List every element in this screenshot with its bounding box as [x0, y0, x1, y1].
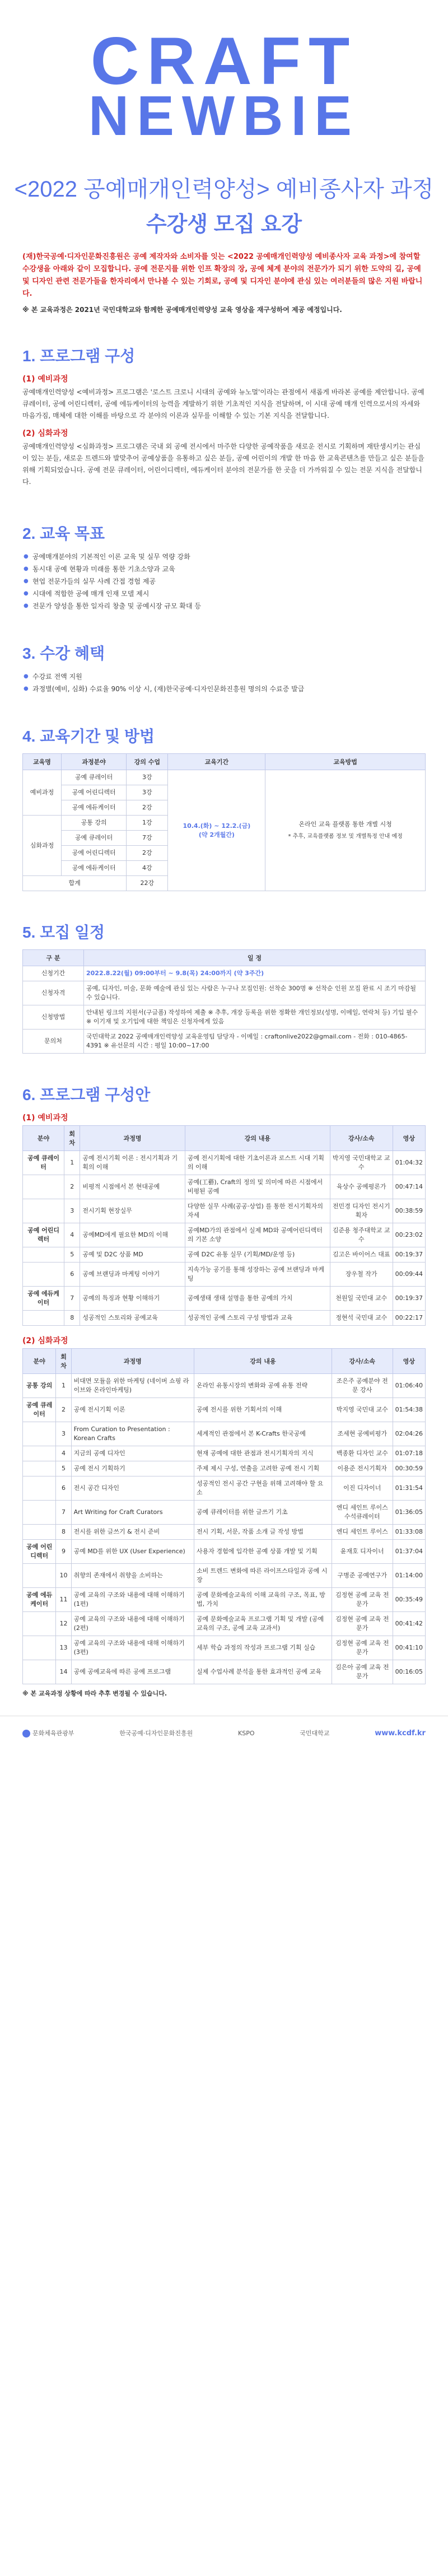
table-cell: 이용준 전시기획자 [332, 1461, 393, 1476]
table-cell: 13 [56, 1636, 71, 1660]
page-subtitle: 수강생 모집 요강 [146, 213, 302, 236]
table-cell: 조은주 공예분야 전문 강사 [332, 1374, 393, 1398]
table-header: 과정명 [71, 1349, 194, 1374]
table-cell: 세부 학습 과정의 작성과 프로그램 기획 실습 [194, 1636, 332, 1660]
table-cell: 지속가능 공기를 통해 성장하는 공예 브랜딩과 마케팅 [185, 1263, 330, 1287]
table-cell: 공예 전시기획 이론 : 전시기획과 기획의 이해 [80, 1151, 185, 1175]
list-item: ● 시대에 적합한 공예 매개 인재 모델 제시 [32, 588, 426, 600]
schedule-table [22, 949, 426, 1054]
table-row [23, 1311, 426, 1326]
table-cell: 공예 MD를 위한 UX (User Experience) [71, 1540, 194, 1564]
table-header: 교육기간 [168, 754, 265, 770]
page-title: <2022 공예매개인력양성> 예비종사자 과정 [14, 177, 434, 202]
table-cell [23, 1311, 64, 1326]
table-cell: 00:23:02 [393, 1223, 425, 1247]
table-cell: 김정현 공예 교육 전문가 [332, 1612, 393, 1636]
table-cell: 공예 D2C 유통 실무 (기획/MD/운영 등) [185, 1247, 330, 1263]
section-curriculum [0, 1058, 448, 1702]
table-header: 일 정 [84, 950, 426, 966]
table-cell: 01:04:32 [393, 1151, 425, 1175]
table-cell: 공예 교육의 구조와 내용에 대해 이해하기 (2편) [71, 1612, 194, 1636]
table-cell: 00:41:42 [393, 1612, 425, 1636]
table-cell: 00:22:17 [393, 1311, 425, 1326]
method-note: * 추후, 교육플랫폼 정보 및 개별특정 안내 예정 [288, 833, 403, 840]
table-cell: 8 [64, 1311, 80, 1326]
table-cell: 00:19:37 [393, 1287, 425, 1311]
table-header: 영상 [393, 1349, 425, 1374]
table-cell: 6 [64, 1263, 80, 1287]
site-url[interactable]: www.kcdf.kr [375, 1729, 426, 1737]
table-row [23, 1588, 426, 1612]
hero-banner [0, 0, 448, 151]
table-header: 강사/소속 [332, 1349, 393, 1374]
table-cell: 10 [56, 1564, 71, 1588]
table-cell: 공예 전시를 위한 기획서의 이해 [194, 1398, 332, 1422]
table-cell [23, 1564, 56, 1588]
body-text: 공예매개인력양성 <예비과정> 프로그램은 '로스트 크로니 시대의 공예와 뉴노멀'이라는 관점에서 새롭게 바라본 공예를 제안합니다. 공예 큐레이터, 공예 어린디렉터, 공예 에듀케이터의 능력을 계발하기 위한 기초적인 지식을 전달하며, 이 시대 공예 매개 인력으로서의 자세와 마음가짐, 매체에 대한 이해를 바탕으로 각 분야의 이론과 실무를 이해할 수 있는 기본 지식을 전달합니다. [22, 388, 424, 420]
table-cell: 김은아 공예 교육 전문가 [332, 1660, 393, 1684]
table-cell: 공예(工藝), Craft의 정의 및 의미에 따른 시점에서 비평된 공예 [185, 1175, 330, 1199]
table-cell: 00:38:59 [393, 1199, 425, 1223]
section-title: 1. 프로그램 구성 [22, 347, 136, 365]
table-cell: 4강 [127, 861, 168, 876]
list-item: ● 공예매개분야의 기본적인 이론 교육 및 실무 역량 강화 [32, 551, 426, 563]
table-row [23, 1525, 426, 1540]
intro-note: ※ 본 교육과정은 2021년 국민대학교와 함께한 공예매개인력양성 교육 영상을 재구성하여 제공 예정입니다. [22, 306, 342, 314]
table-cell: 사용자 경험에 입각한 공예 상품 개발 및 기획 [194, 1540, 332, 1564]
footer [0, 1716, 448, 1750]
table-cell: 박지영 국민대학교 교수 [330, 1151, 393, 1175]
list-item: ● 현업 전문가들의 실무 사례 간접 경험 제공 [32, 575, 426, 588]
sub-title: (2) 심화과정 [22, 1336, 68, 1345]
table-cell [23, 1175, 64, 1199]
table-cell: 구병준 공예연구가 [332, 1564, 393, 1588]
table-cell: 1 [56, 1374, 71, 1398]
table-row [23, 1501, 426, 1525]
table-row [23, 1540, 426, 1564]
list-item: ● 동시대 공예 현황과 미래를 통한 기초소양과 교육 [32, 563, 426, 575]
table-cell: 비평적 시점에서 본 현대공예 [80, 1175, 185, 1199]
table-cell: 예비과정 [23, 770, 62, 816]
table-header: 과정분야 [61, 754, 126, 770]
table-header: 분야 [23, 1126, 64, 1151]
table-cell: 신청방법 [23, 1005, 84, 1030]
table-cell: 공예 큐레이터 [23, 1151, 64, 1175]
section-schedule [0, 896, 448, 1058]
table-header: 강의 내용 [194, 1349, 332, 1374]
table-cell: 공예 문화예술교육 프로그램 기획 및 개발 (공예 교육의 구조, 공예 교육 교과서) [194, 1612, 332, 1636]
table-cell: 공예 큐레이터 [61, 831, 126, 846]
table-cell: 국민대학교 2022 공예매개인력양성 교육운영팀 담당자 - 이메일 : craftonlive2022@gmail.com - 전화 : 010-4865-4391 ※ 유선문의 시간 : 평일 10:00~17:00 [84, 1030, 426, 1054]
table-row [23, 966, 426, 981]
logo-newbie: NEWBIE [88, 85, 360, 147]
intro [0, 243, 448, 319]
table-header: 교육명 [23, 754, 62, 770]
sub-title: (1) 예비과정 [22, 375, 68, 384]
table-cell: 01:07:18 [393, 1446, 425, 1461]
table-row [23, 1660, 426, 1684]
table-row [23, 1223, 426, 1247]
table-cell: 00:35:49 [393, 1588, 425, 1612]
section-goals [0, 497, 448, 617]
table-row [23, 1636, 426, 1660]
table-header: 영상 [393, 1126, 425, 1151]
table-cell: 22강 [127, 876, 168, 891]
table-cell: 신청기간 [23, 966, 84, 981]
table-cell: 성공적인 전시 공간 구현을 위해 고려해야 할 요소 [194, 1476, 332, 1501]
section-title: 5. 모집 일정 [22, 924, 105, 941]
table-cell: 01:14:00 [393, 1564, 425, 1588]
section-program [0, 319, 448, 497]
table-cell: 전시를 위한 글쓰기 & 전시 준비 [71, 1525, 194, 1540]
table-cell: 주제 제시 구성, 연출을 고려한 공예 전시 기획 [194, 1461, 332, 1476]
table-cell: 공예 큐레이터를 위한 글쓰기 기초 [194, 1501, 332, 1525]
table-cell: 01:54:38 [393, 1398, 425, 1422]
table-row [23, 1374, 426, 1398]
table-cell: 소비 트렌드 변화에 따른 라이프스타일과 공예 시장 [194, 1564, 332, 1588]
org-kookmin: 국민대학교 [300, 1730, 330, 1737]
table-cell: 공예 브랜딩과 마케팅 이야기 [80, 1263, 185, 1287]
table-cell: 02:04:26 [393, 1422, 425, 1446]
table-row [23, 1030, 426, 1054]
goal-list [22, 551, 426, 612]
table-row [23, 1175, 426, 1199]
table-cell: 14 [56, 1660, 71, 1684]
method-cell [265, 770, 426, 891]
org-kcdf: 한국공예·디자인문화진흥원 [119, 1730, 193, 1737]
table-row [23, 1446, 426, 1461]
table-cell: 신청자격 [23, 981, 84, 1005]
table-cell: 안내된 링크의 지원서(구글폼) 작성하여 제출 ※ 추후, 개장 등록을 위한 정확한 개인정보(성명, 이메일, 연락처 등) 기입 필수 ※ 이기재 및 오기입에 대한 책임은 신청자에게 있음 [84, 1005, 426, 1030]
table-cell: 00:09:44 [393, 1263, 425, 1287]
table-cell: Art Writing for Craft Curators [71, 1501, 194, 1525]
table-cell: 3 [56, 1422, 71, 1446]
org-label: 문화체육관광부 [32, 1730, 74, 1737]
foot-note: ※ 본 교육과정 상황에 따라 추후 변경될 수 있습니다. [22, 1690, 167, 1697]
table-cell [23, 1199, 64, 1223]
table-cell: 문의처 [23, 1030, 84, 1054]
table-cell: 공예 문화예술교육의 이해 교육의 구조, 목표, 방법, 가치 [194, 1588, 332, 1612]
table-cell: 5 [64, 1247, 80, 1263]
table-cell: 00:16:05 [393, 1660, 425, 1684]
table-cell: 2022.8.22(월) 09:00부터 ~ 9.8(목) 24:00까지 (약 3주간) [84, 966, 426, 981]
body-text: 공예매개인력양성 <심화과정> 프로그램은 국내 외 공예 전시에서 마주한 다양한 공예작품을 새로운 전시로 기획하며 재탄생시키는 관심이 있는 분들, 새로운 트렌드와 발맞추어 공예상품을 유통하고 싶은 분들, 공예 어린이의 개발 한 마음 한 교육콘텐츠를 만들고 싶은 분들을 위해 기획되었습니다. 공예 전문 큐레이터, 어린이디렉터, 에듀케이터 분야의 전문가를 한 곳을 더 가까워질 수 있는 전문 지식을 전달합니다. [22, 442, 424, 486]
title-block [0, 151, 448, 243]
table-header: 회차 [64, 1126, 80, 1151]
table-cell: 공예 어린디렉터 [23, 1540, 56, 1564]
table-cell: 2강 [127, 846, 168, 861]
benefit-list [22, 670, 426, 695]
org-kspo: KSPO [238, 1729, 255, 1737]
table-cell: 지금의 공예 디자인 [71, 1446, 194, 1461]
table-cell: 전시 기획, 서문, 작품 소개 글 작성 방법 [194, 1525, 332, 1540]
table-cell: 엔디 세인트 루이스 수석큐레이터 [332, 1501, 393, 1525]
table-row [23, 1199, 426, 1223]
table-cell: 공예 큐레이터 [23, 1398, 56, 1422]
table-row [23, 1287, 426, 1311]
table-row [23, 1151, 426, 1175]
table-cell: 01:06:40 [393, 1374, 425, 1398]
advanced-course-table [22, 1348, 426, 1684]
table-cell [23, 1461, 56, 1476]
table-cell [23, 1525, 56, 1540]
table-header: 과정명 [80, 1126, 185, 1151]
table-cell: 12 [56, 1612, 71, 1636]
table-cell: 01:37:04 [393, 1540, 425, 1564]
table-row [23, 981, 426, 1005]
table-cell: 7강 [127, 831, 168, 846]
table-cell: 01:31:54 [393, 1476, 425, 1501]
table-row [23, 1247, 426, 1263]
section-period [0, 700, 448, 896]
table-cell: 성공적인 스토리와 공예교육 [80, 1311, 185, 1326]
period-value: 10.4.(화) ~ 12.2.(금) [183, 822, 251, 830]
section-benefits [0, 617, 448, 700]
table-cell: 천원일 국민대 교수 [330, 1287, 393, 1311]
method-value: 온라인 교육 플랫폼 통한 개별 시청 [298, 820, 392, 828]
table-cell: 세계적인 관점에서 본 K-Crafts 한국공예 [194, 1422, 332, 1446]
table-cell: 합계 [23, 876, 127, 891]
table-cell: 공예 전시기획 이론 [71, 1398, 194, 1422]
section-title: 3. 수강 혜택 [22, 645, 105, 662]
table-cell: 전민경 디자인 전시기획자 [330, 1199, 393, 1223]
table-cell: 공예 에듀케이터 [23, 1287, 64, 1311]
table-cell [23, 1422, 56, 1446]
table-row [23, 1476, 426, 1501]
table-cell: 공예 교육의 구조와 내용에 대해 이해하기 (1편) [71, 1588, 194, 1612]
table-cell: 김정현 공예 교육 전문가 [332, 1636, 393, 1660]
table-cell: 공예 어린디렉터 [61, 785, 126, 800]
period-sub: (약 2개월간) [198, 831, 235, 839]
table-cell: 00:47:14 [393, 1175, 425, 1199]
table-cell [23, 1263, 64, 1287]
table-cell: From Curation to Presentation : Korean Crafts [71, 1422, 194, 1446]
table-cell: 공예 에듀케이터 [61, 800, 126, 816]
table-cell: 00:19:37 [393, 1247, 425, 1263]
table-cell: 00:41:10 [393, 1636, 425, 1660]
table-cell: 공예 큐레이터 [61, 770, 126, 785]
table-cell: 5 [56, 1461, 71, 1476]
table-cell: 공예 및 D2C 상품 MD [80, 1247, 185, 1263]
table-cell: 공예, 디자인, 미술, 문화 예술에 관심 있는 사람은 누구나 모집인원: 선착순 300명 ※ 선착순 인원 모집 완료 시 조기 마감될 수 있습니다. [84, 981, 426, 1005]
table-cell [23, 1612, 56, 1636]
table-cell: 장우철 작가 [330, 1263, 393, 1287]
table-cell: 2강 [127, 800, 168, 816]
table-cell: 공예MD에게 필요한 MD의 이해 [80, 1223, 185, 1247]
table-cell: 성공적인 공예 스토리 구성 방법과 교육 [185, 1311, 330, 1326]
table-cell: 8 [56, 1525, 71, 1540]
section-title: 4. 교육기간 및 방법 [22, 728, 155, 745]
table-header: 회차 [56, 1349, 71, 1374]
table-cell: 실제 수업사례 분석을 통한 효과적인 공예 교육 [194, 1660, 332, 1684]
table-cell: 2 [56, 1398, 71, 1422]
table-cell: 공통 강의 [23, 1374, 56, 1398]
list-item: ● 전문가 양성을 통한 일자리 창출 및 공예시장 규모 확대 등 [32, 600, 426, 612]
table-cell: 7 [56, 1501, 71, 1525]
table-cell [23, 1446, 56, 1461]
table-cell: 공예생태 생태 설명을 통한 공예의 가치 [185, 1287, 330, 1311]
table-cell: 3강 [127, 770, 168, 785]
table-cell: 00:30:59 [393, 1461, 425, 1476]
table-cell: 현재 공예에 대한 관점과 전시기획자의 지식 [194, 1446, 332, 1461]
section-title: 6. 프로그램 구성안 [22, 1086, 151, 1103]
table-cell: 3강 [127, 785, 168, 800]
table-header: 강의 수업 [127, 754, 168, 770]
table-cell: 조세현 공예비평가 [332, 1422, 393, 1446]
table-cell: 김고은 바이어스 대표 [330, 1247, 393, 1263]
table-row [23, 1422, 426, 1446]
list-item: ● 수강료 전액 지원 [32, 670, 426, 683]
table-cell: 백종환 디자인 교수 [332, 1446, 393, 1461]
period-cell [168, 770, 265, 891]
intro-text: (재)한국공예·디자인문화진흥원은 공예 제작자와 소비자를 잇는 <2022 공예매개인력양성 예비종사자 교육 과정>에 참여할 수강생을 아래와 같이 모집합니다. 공예 전문지를 위한 인프 확장의 장, 공예 체계 분야의 전문가가 되기 위한 도약의 길, 공예 및 디자인 관련 전문가들을 한자리에서 만나볼 수 있는 기회로, 공예 및 디자인 분야에 관심 있는 여러분들의 많은 지원 바랍니다. [22, 253, 423, 298]
table-cell: 김준용 청주대학교 교수 [330, 1223, 393, 1247]
table-header: 구 분 [23, 950, 84, 966]
table-cell: 11 [56, 1588, 71, 1612]
table-cell: 4 [56, 1446, 71, 1461]
table-cell: 공예 어린디렉터 [61, 846, 126, 861]
table-cell [23, 1660, 56, 1684]
table-row [23, 770, 426, 785]
table-cell: 6 [56, 1476, 71, 1501]
table-cell: 9 [56, 1540, 71, 1564]
table-cell: 전시기획 현장실무 [80, 1199, 185, 1223]
period-table [22, 753, 426, 891]
table-row [23, 1398, 426, 1422]
table-cell: 공예 전시기획에 대한 기초이론과 로스트 시대 기획의 이해 [185, 1151, 330, 1175]
table-cell: 공통 강의 [61, 816, 126, 831]
table-cell: 2 [64, 1175, 80, 1199]
table-cell [23, 1501, 56, 1525]
table-row [23, 1461, 426, 1476]
table-cell: 전시 공간 디자인 [71, 1476, 194, 1501]
sub-title: (1) 예비과정 [22, 1114, 68, 1122]
table-cell: 공예 공예교육에 따른 공예 프로그램 [71, 1660, 194, 1684]
table-cell: 3 [64, 1199, 80, 1223]
table-cell: 심화과정 [23, 816, 62, 876]
table-cell: 김정현 공예 교육 전문가 [332, 1588, 393, 1612]
table-header: 분야 [23, 1349, 56, 1374]
sub-title: (2) 심화과정 [22, 429, 68, 438]
table-cell: 공예의 특징과 현황 이해하기 [80, 1287, 185, 1311]
table-row [23, 1564, 426, 1588]
table-cell: 정현석 국민대 교수 [330, 1311, 393, 1326]
table-cell [23, 1636, 56, 1660]
org-mcst [22, 1729, 74, 1737]
table-header: 강사/소속 [330, 1126, 393, 1151]
table-cell: 다양한 실무 사례(공공·상업) 를 통한 전시기획자의 자세 [185, 1199, 330, 1223]
table-cell: 7 [64, 1287, 80, 1311]
table-cell [23, 1476, 56, 1501]
table-header: 강의 내용 [185, 1126, 330, 1151]
table-cell: 4 [64, 1223, 80, 1247]
table-cell: 01:33:08 [393, 1525, 425, 1540]
section-title: 2. 교육 목표 [22, 525, 105, 542]
table-header: 교육방법 [265, 754, 426, 770]
pre-course-table [22, 1125, 426, 1326]
table-row [23, 1005, 426, 1030]
table-cell: 공예 에듀케이터 [61, 861, 126, 876]
table-row [23, 1612, 426, 1636]
table-cell: 01:36:05 [393, 1501, 425, 1525]
table-cell: 공예 어린디렉터 [23, 1223, 64, 1247]
table-cell: 온라인 유통시장의 변화와 공예 유통 전략 [194, 1374, 332, 1398]
table-cell: 취향의 존재에서 취향을 소비하는 [71, 1564, 194, 1588]
table-cell: 비대면 모듈을 위한 마케팅 (네이버 쇼핑 라이브와 온라인마케팅) [71, 1374, 194, 1398]
table-cell: 1강 [127, 816, 168, 831]
table-cell [23, 1247, 64, 1263]
table-cell: 박지영 국민대 교수 [332, 1398, 393, 1422]
table-cell: 공예MD가의 관점에서 실제 MD와 공예어린디렉터의 기본 소양 [185, 1223, 330, 1247]
table-cell: 1 [64, 1151, 80, 1175]
table-cell: 엔디 세인트 루이스 [332, 1525, 393, 1540]
table-cell: 이진 디자이너 [332, 1476, 393, 1501]
table-cell: 공예 전시 기획하기 [71, 1461, 194, 1476]
table-cell: 공예 교육의 구조와 내용에 대해 이해하기 (3편) [71, 1636, 194, 1660]
table-cell: 윤재호 디자이너 [332, 1540, 393, 1564]
table-cell: 공예 에듀케이터 [23, 1588, 56, 1612]
logo-craft: CRAFT [90, 24, 358, 99]
emblem-icon [22, 1730, 30, 1737]
table-row [23, 1263, 426, 1287]
table-cell: 육상수 공예평론가 [330, 1175, 393, 1199]
list-item: ● 과정별(예비, 심화) 수료율 90% 이상 시, (재)한국공예·디자인문화진흥원 명의의 수료증 발급 [32, 683, 426, 695]
